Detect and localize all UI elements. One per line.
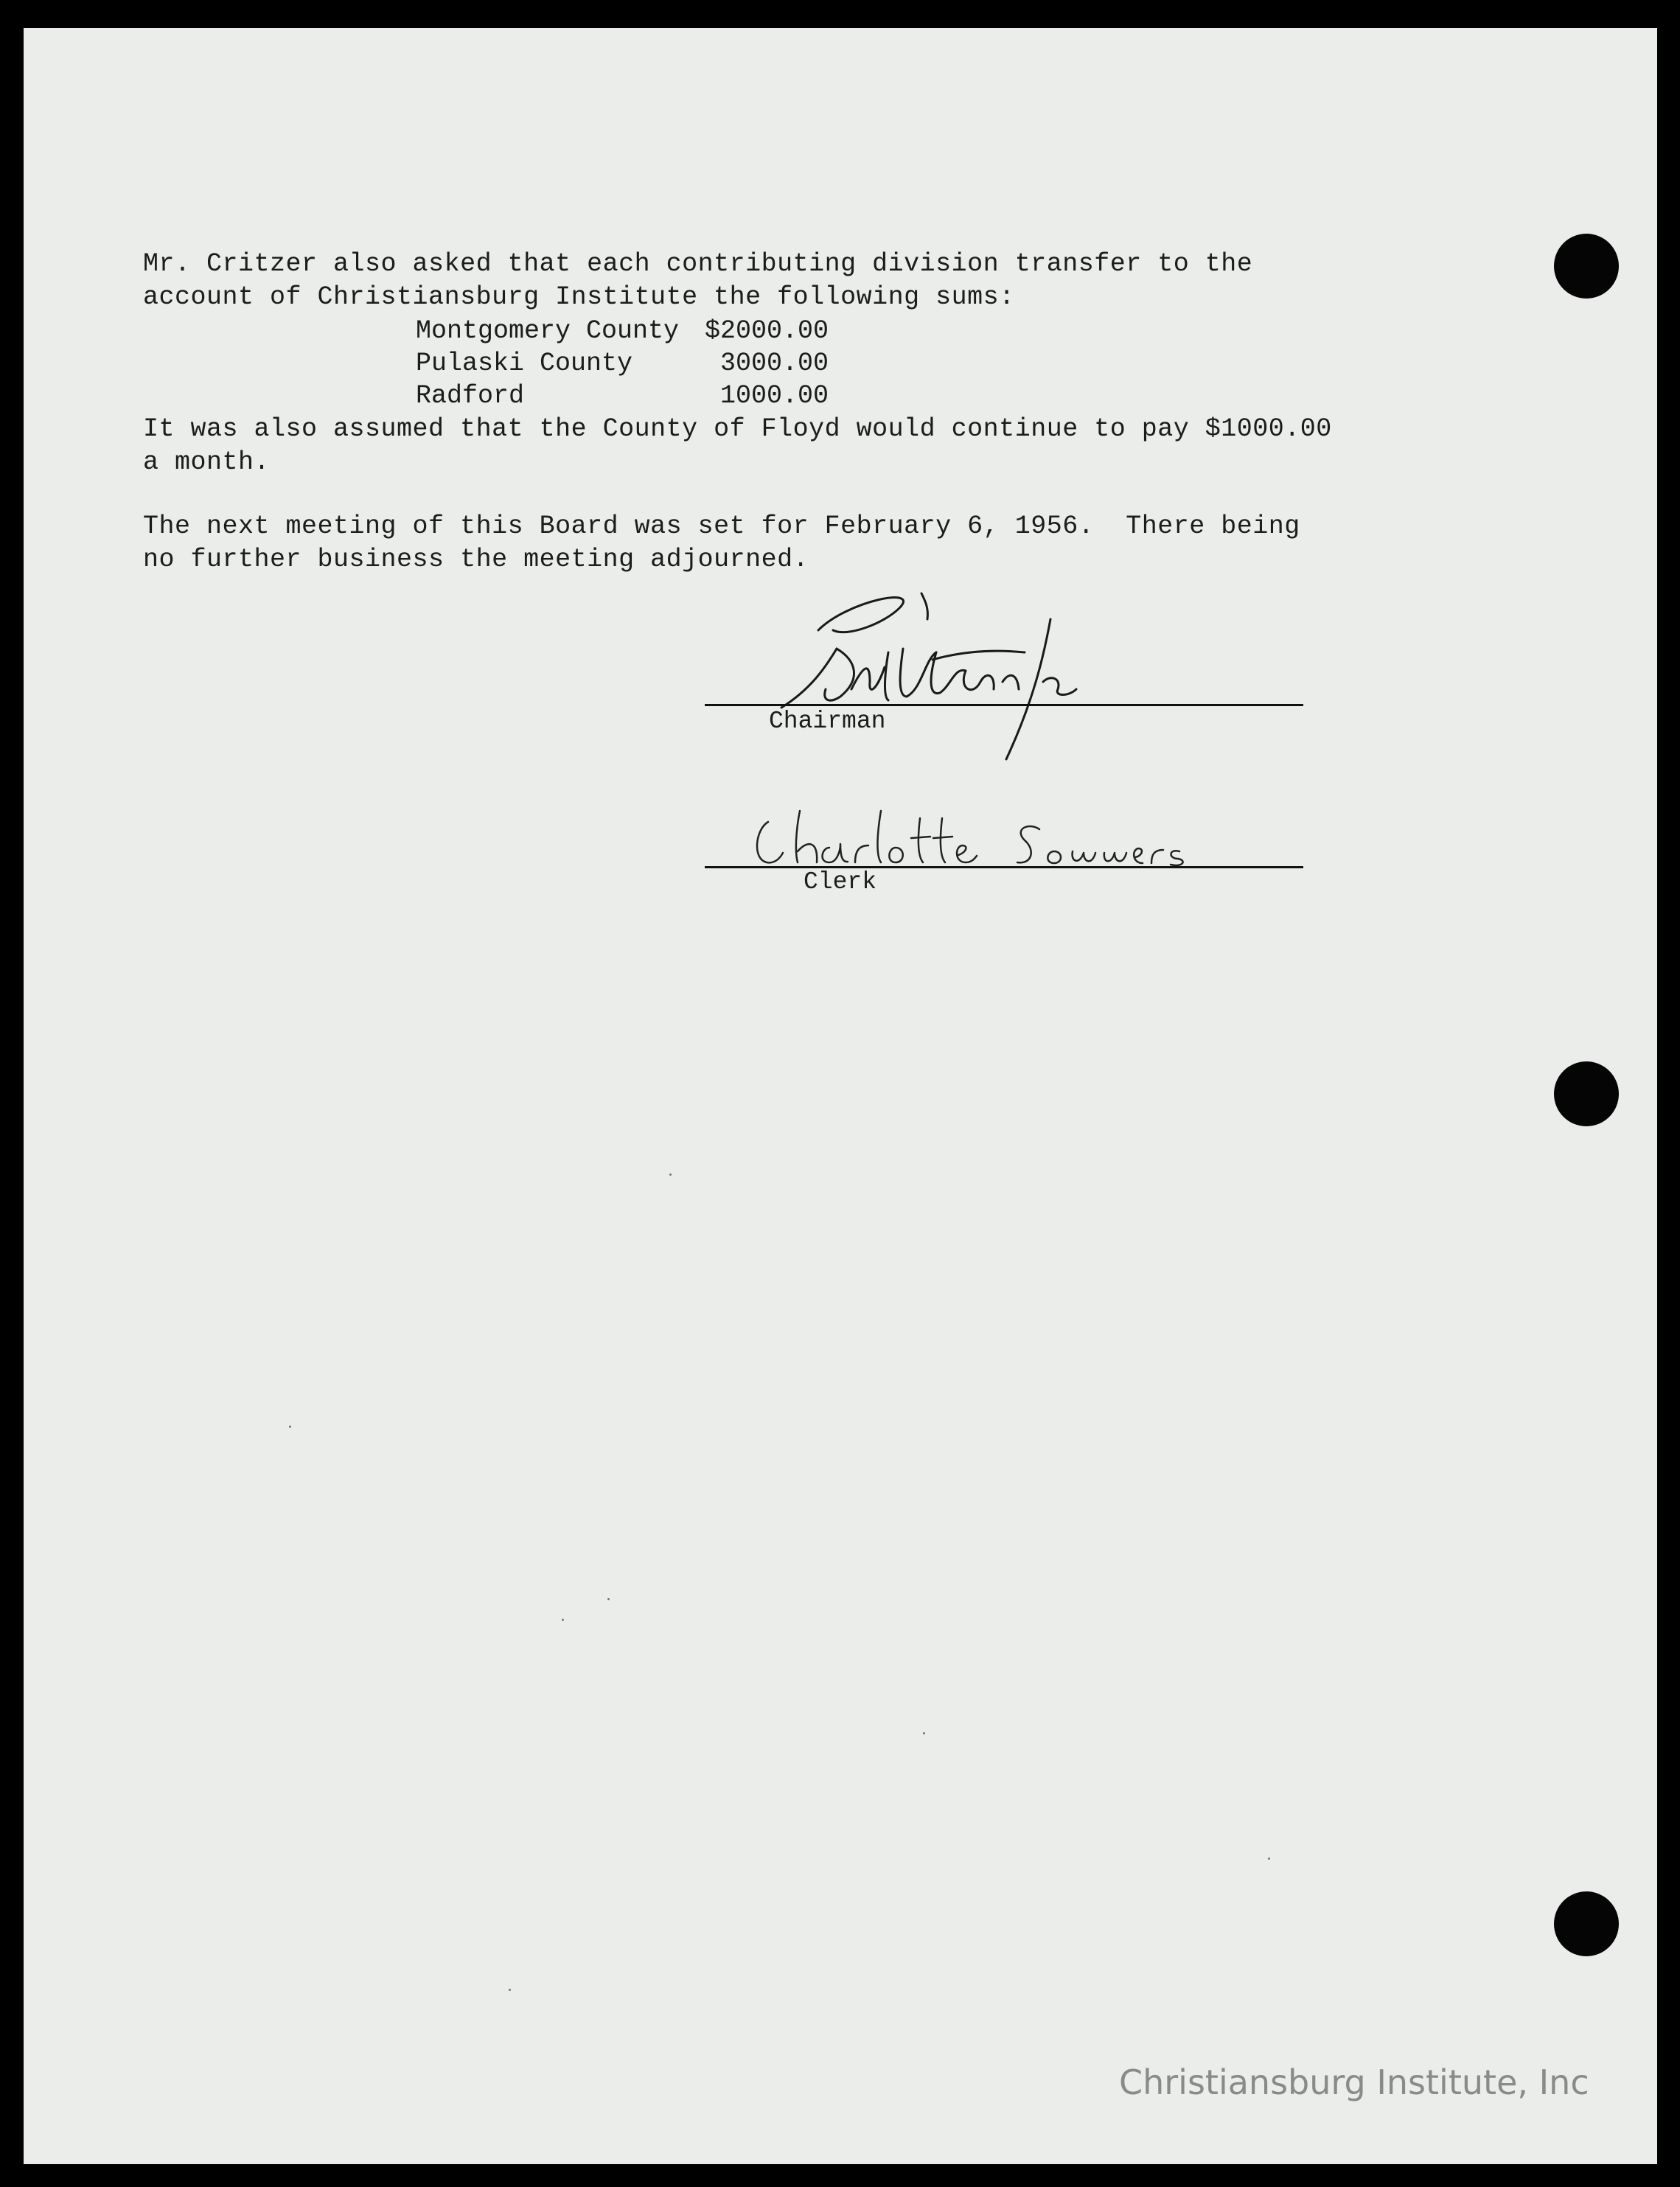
fund-name: Pulaski County [416,349,633,378]
paragraph-adjournment: The next meeting of this Board was set for February 6, 1956. There being no further business the meeting adjourned. [143,512,1300,574]
fund-amount: 3000.00 [719,349,829,378]
fund-row [416,315,829,347]
clerk-label: Clerk [804,868,877,896]
paper-speck [923,1732,925,1734]
funds-table [416,315,829,412]
paper-speck [1268,1858,1270,1860]
fund-name: Montgomery County [416,316,680,346]
paragraph-transfer-request: Mr. Critzer also asked that each contributing division transfer to the account of Christiansburg Institute the following sums: [143,249,1253,312]
watermark-text: Christiansburg Institute, Inc [1119,2062,1589,2102]
paper-speck [562,1619,564,1621]
chairman-signature [752,579,1150,763]
paper-speck [607,1598,610,1600]
punch-hole [1554,1891,1619,1956]
punch-hole [1554,1061,1619,1126]
fund-row [416,347,829,380]
fund-row [416,380,829,412]
fund-amount: $2000.00 [704,316,829,346]
fund-amount: 1000.00 [719,381,829,411]
paper-speck [669,1173,672,1176]
clerk-signature-line [705,866,1303,868]
paper-speck [509,1989,511,1991]
punch-hole [1554,234,1619,299]
chairman-label: Chairman [769,708,886,735]
paper-speck [289,1426,291,1428]
fund-name: Radford [416,381,525,411]
document-page [24,28,1657,2164]
paragraph-floyd-county: It was also assumed that the County of Floyd would continue to pay $1000.00 a month. [143,414,1332,477]
chairman-signature-line [705,704,1303,706]
